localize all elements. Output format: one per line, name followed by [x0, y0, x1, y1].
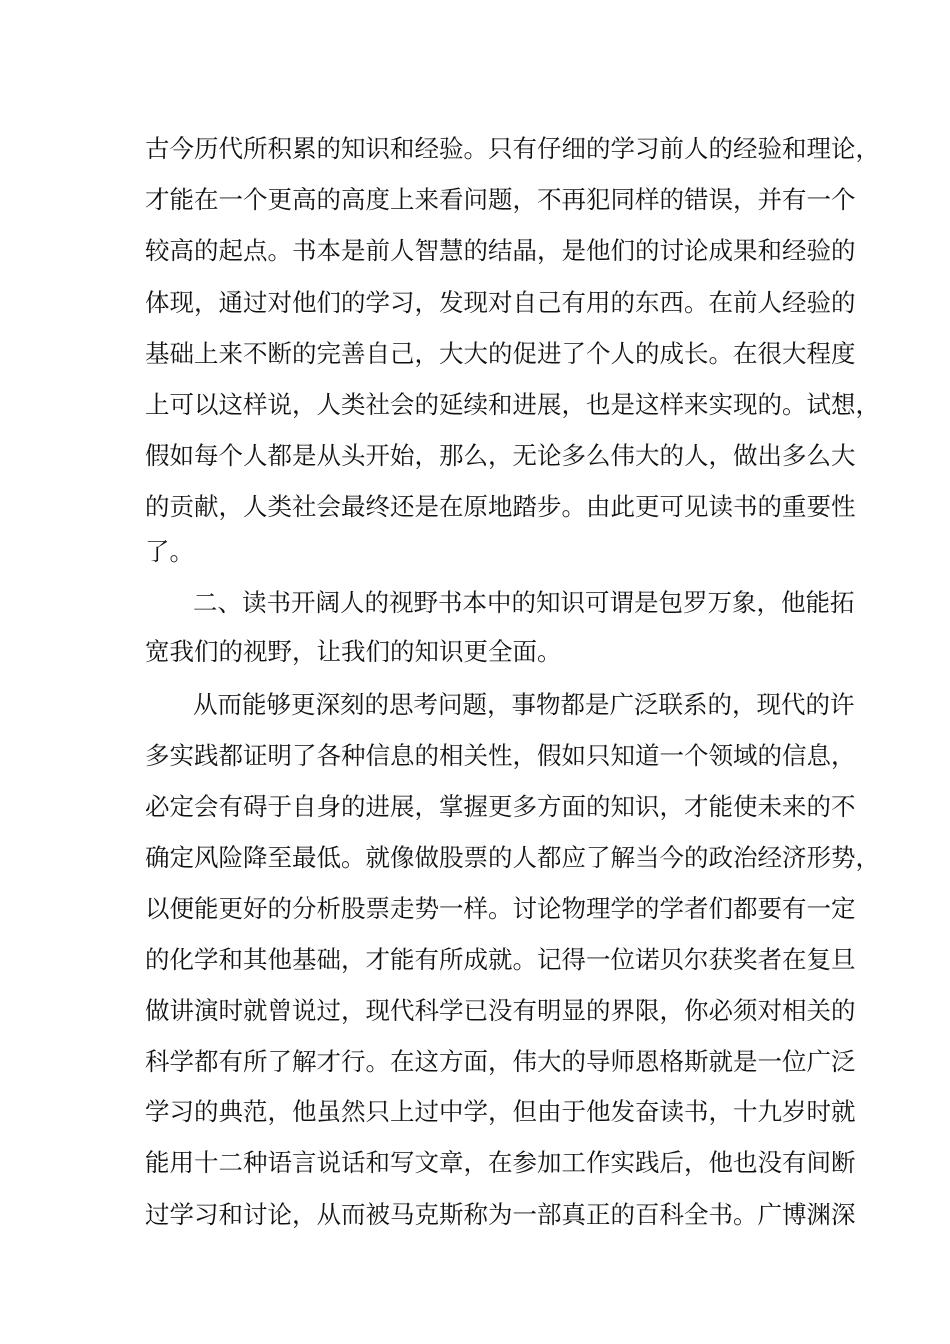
text-line: 科学都有所了解才行。在这方面，伟大的导师恩格斯就是一位广泛: [145, 1047, 856, 1076]
text-line: 多实践都证明了各种信息的相关性，假如只知道一个领域的信息，: [145, 741, 856, 770]
text-line: 必定会有碍于自身的进展，掌握更多方面的知识，才能使未来的不: [145, 792, 856, 821]
text-line: 宽我们的视野，让我们的知识更全面。: [145, 637, 562, 666]
text-line: 了。: [145, 537, 194, 566]
text-line: 确定风险降至最低。就像做股票的人都应了解当今的政治经济形势，: [145, 843, 880, 872]
text-line: 学习的典范，他虽然只上过中学，但由于他发奋读书，十九岁时就: [145, 1097, 856, 1126]
text-line: 基础上来不断的完善自己，大大的促进了个人的成长。在很大程度: [145, 339, 856, 368]
text-line: 上可以这样说，人类社会的延续和进展，也是这样来实现的。试想，: [145, 390, 880, 419]
paragraph-heading-line: 二、读书开阔人的视野书本中的知识可谓是包罗万象，他能拓: [193, 588, 855, 617]
text-line: 假如每个人都是从头开始，那么，无论多么伟大的人，做出多么大: [145, 441, 856, 470]
paragraph-start-line: 从而能够更深刻的思考问题，事物都是广泛联系的，现代的许: [193, 690, 855, 719]
text-line: 的贡献，人类社会最终还是在原地踏步。由此更可见读书的重要性: [145, 492, 856, 521]
text-line: 较高的起点。书本是前人智慧的结晶，是他们的讨论成果和经验的: [145, 236, 856, 265]
text-line: 古今历代所积累的知识和经验。只有仔细的学习前人的经验和理论，: [145, 134, 880, 163]
text-line: 体现，通过对他们的学习，发现对自己有用的东西。在前人经验的: [145, 288, 856, 317]
text-line: 做讲演时就曾说过，现代科学已没有明显的界限，你必须对相关的: [145, 996, 856, 1025]
text-line: 以便能更好的分析股票走势一样。讨论物理学的学者们都要有一定: [145, 894, 856, 923]
text-line: 能用十二种语言说话和写文章，在参加工作实践后，他也没有间断: [145, 1148, 856, 1177]
text-line: 的化学和其他基础，才能有所成就。记得一位诺贝尔获奖者在复旦: [145, 945, 856, 974]
text-line: 过学习和讨论，从而被马克斯称为一部真正的百科全书。广博渊深: [145, 1200, 856, 1229]
text-line: 才能在一个更高的高度上来看问题，不再犯同样的错误，并有一个: [145, 185, 856, 214]
